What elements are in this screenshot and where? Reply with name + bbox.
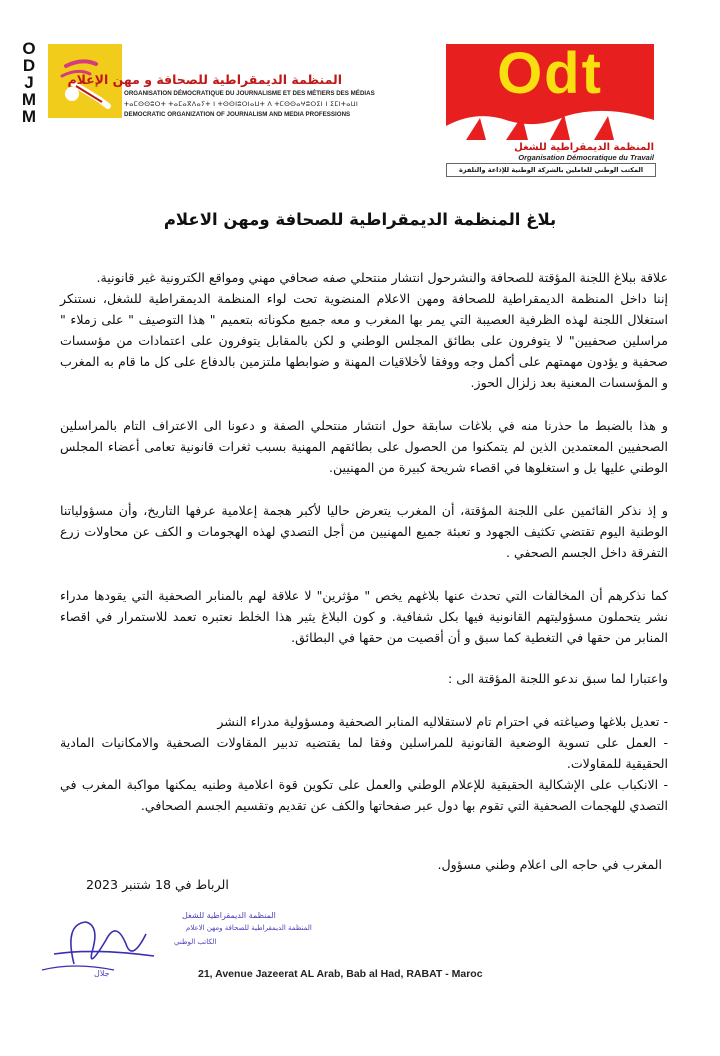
- acronym-letter: M: [21, 90, 37, 109]
- paragraph: كما نذكرهم أن المخالفات التي تحدث عنها بلاغهم يخص " مؤثرين" لا علاقة لهم بالمنابر الصحفية التي يقودها مدراء نشر يتحملون مسؤوليتهم القانونية فيها بكل شفافية. و كون البلاغ يثير هذا الخلط نعتبره تعمد للاستمرار في اقصاء المنابر من حقها في التغطية كما سبق و أن أقصيت من حقها في البطائق.: [60, 588, 668, 645]
- odjmm-name-tifinagh: ⵜⴰⵎⵙⵙⵓⵔⵜ ⵜⴰⵎⴰⴳⴷⴰⵢⵜ ⵏ ⵜⵙⵙⵏⵓⵔⵏⴰⵡⵜ ⴷ ⵜⵎⵙⵙⴰⵖⵓⵔⵉⵏ ⵏ ⵉⵎⵏⵜⴰⵡⵏ: [124, 100, 359, 108]
- odt-wordmark: Odt: [497, 41, 603, 106]
- closing-statement: المغرب في حاجه الى اعلام وطني مسؤول.: [437, 857, 662, 872]
- demands-list: [60, 711, 668, 816]
- document-title: بلاغ المنظمة الديمقراطية للصحافة ومهن الاعلام: [163, 210, 557, 229]
- odt-logo: [446, 41, 654, 140]
- document-body: [60, 267, 668, 816]
- paragraph: علاقة ببلاغ اللجنة المؤقتة للصحافة والنشرحول انتشار منتحلي صفه صحافي مهني ومواقع الكترونية غير قانونية.: [96, 270, 668, 285]
- paragraph: و إذ نذكر القائمين على اللجنة المؤقتة، أن المغرب يتعرض حاليا لأكبر هجمة إعلامية عرفها التاريخ، وأن مسؤولياتنا الوطنية اليوم تقتضي تكثيف الجهود و تعبئة جميع المهنيين من أجل التصدي لهذه الهجومات و الكف عن محاولات زرع التفرقة داخل الجسم الصحفي .: [60, 503, 668, 560]
- odt-name-french: Organisation Démocratique du Travail: [518, 153, 654, 162]
- acronym-letter: D: [22, 56, 36, 75]
- acronym-letter: J: [24, 73, 34, 92]
- place-date: الرباط في 18 شتنبر 2023: [86, 877, 229, 892]
- signature-stamp: [34, 904, 312, 984]
- acronym-letter: M: [21, 107, 37, 126]
- odt-office-label: المكتب الوطني للعاملين بالشركة الوطنية للإذاعة والتلفزة: [446, 163, 656, 177]
- list-item: - الانكباب على الإشكالية الحقيقية للإعلام الوطني والعمل على تكوين قوة اعلامية وطنيه يمكنها مواكبة المغرب في التصدي للهجمات الصحفية التي تقوم بها دول عبر صفحاتها والكف عن تقديم وتقسيم الجسم الصحافي.: [60, 777, 668, 813]
- paragraph: و هذا بالضبط ما حذرنا منه في بلاغات سابقة حول انتشار منتحلي الصفة و دعونا الى الاعتراف التام بالمراسلين الصحفيين المعتمدين الذين لم يتمكنوا من الحصول على بطائقهم المهنية بسبب ثغرات قانونية تعامى أعضاء المجلس الوطني عليها بل و استغلوها في اقصاء شريحة كبيرة من المهنيين.: [60, 418, 668, 475]
- paragraph-intro: واعتبارا لما سبق ندعو اللجنة المؤقتة الى :: [447, 671, 668, 686]
- odjmm-vertical-acronym: [14, 40, 44, 124]
- paragraph: إننا داخل المنظمة الديمقراطية للصحافة ومهن الاعلام المنضوية تحت لواء المنظمة الديمقراطية للشغل، نستنكر استغلال اللجنة لهذه الظرفية العصيبة التي يمر بها المغرب و معه جميع مكوناته بتعميم " هذا التوصيف " على زملاء " مراسلين صحفيين" لا يتوفرون على بطائق المجلس الوطني و لكن بالمقابل يتوفرون على اعتمادات من مؤسسات صحفية و يؤدون مهمتهم على أكمل وجه ووفقا لأخلاقيات المهنة و ضوابطها ملتزمين بالدفاع على كل ما قام به المغرب و المؤسسات المعنية بعد زلزال الحوز.: [60, 291, 668, 390]
- odjmm-name-arabic: المنظمة الديمقراطية للصحافة و مهن الإعلام: [67, 72, 342, 87]
- odjmm-name-block: [67, 72, 375, 118]
- odjmm-name-french: ORGANISATION DÉMOCRATIQUE DU JOURNALISME ET DES MÉTIERS DES MÉDIAS: [124, 90, 375, 97]
- stamp-line-3: الكاتب الوطني: [174, 938, 217, 946]
- list-item: - العمل على تسوية الوضعية القانونية للمراسلين وفقا لما يقتضيه تدبير المقاولات الصحفية والامكانيات المادية الحقيقية للمقاولات.: [60, 735, 668, 771]
- postal-address: 21, Avenue Jazeerat AL Arab, Bab al Had, RABAT - Maroc: [198, 968, 483, 980]
- stamp-line-4: جلال: [94, 969, 110, 978]
- odt-name-arabic: المنظمة الديمقراطية للشغل: [514, 142, 654, 153]
- odt-stripe-graphic: [446, 106, 654, 140]
- stamp-line-1: المنظمة الديمقراطية للشغل: [182, 911, 276, 920]
- list-item: - تعديل بلاغها وصياغته في احترام تام لاستقلاليه المنابر الصحفية ومسؤولية مدراء النشر: [217, 714, 668, 729]
- stamp-line-2: المنظمة الديمقراطية للصحافة ومهن الاعلام: [186, 924, 312, 932]
- acronym-letter: O: [22, 39, 36, 58]
- odjmm-name-english: DEMOCRATIC ORGANIZATION OF JOURNALISM AND MEDIA PROFESSIONS: [124, 111, 351, 118]
